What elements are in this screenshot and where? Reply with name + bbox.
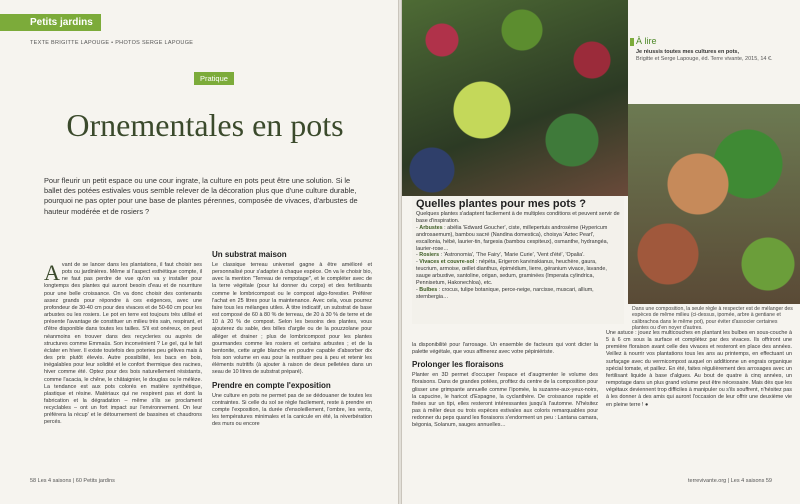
- section-rubric: Petits jardins: [0, 14, 101, 31]
- sidebar-title: À lire: [636, 36, 657, 46]
- box-intro: Quelques plantes s'adaptent facilement à de multiples conditions et peuvent servir de base d'inspiration.: [416, 211, 620, 224]
- box-title: Quelles plantes pour mes pots ?: [416, 198, 586, 210]
- subhead-substrat: Un substrat maison: [212, 250, 287, 259]
- column-4: [606, 330, 792, 409]
- pot-composition-photo: [628, 104, 800, 304]
- photo-caption: Dans une composition, la seule règle à respecter est de mélanger des espèces de même milieu (ci-dessus, ipomée, arbre à gentiane et calibrachoa dans le même pot), pour éviter d'associer certaines plantes ou d'en noyer d'autres.: [632, 306, 793, 332]
- substrat-text: Le classique terreau universel gagne à être amélioré et personnalisé pour s'adapter à chaque espèce. On va le choisir bio, avec la mention "Terreau de rempotage", et le compléter avec de la terre végétale (pour lui donner du corps) et des fertilisants comme le lombricompost ou le compost algo-forestier. Préférer l'achat en 25 litres pour la maintenance. Avec cela, vous pourrez faire tous les mélanges utiles. À titre indicatif, un substrat de base est composé de 60 à 80 % de terreau, de 20 à 30 % de terre et de 10 à 20 % de compost. Selon les besoins des plantes, vous ajouterez du sable, des billes d'argile ou de la pouzzolane pour alléger et drainer ; plus de lombricompost pour les plantes gourmandes comme les rosiers et certains arbustes ; et de la bentonite, cette argile blanche en poudre capable d'absorber dix fois son volume en eau pour la restituer peu à peu et retenir les éléments nutritifs (à ajouter à raison de deux pelletées dans un seau de 10 litres de substrat préparé).: [212, 262, 372, 376]
- article-lead: Pour fleurir un petit espace ou une cour ingrate, la culture en pots peut être une solution. Si le ballet des potées estivales vous semble relever de la décoration plus que d'une culture durable, pourquoi ne pas opter pour une base de plantes pérennes, composée de vivaces, d'arbustes de hauteur modérée et de rosiers ?: [44, 176, 358, 216]
- column-3-continuation: la disponibilité pour l'arrosage. Un ensemble de facteurs qui vont dicter la palette végétale, que vous affinerez avec votre pépiniériste.: [412, 342, 598, 356]
- drop-cap: A: [44, 260, 60, 285]
- column-4-text: Une astuce : jouez les multicouches en plantant les bulbes en sous-couche à 5 à 6 cm sous la surface et complétez par des vivaces. Ils offriront une première floraison avant celle des vivaces et resteront en place des années. Veillez à nourrir vos plantations tous les ans au printemps, en effectuant un surfaçage avec du vermicompost auquel on additionne un engrais organique spécial tomate, et paillez. En été, faites régulièrement des arrosages avec un fertilisant liquide à base d'algues. Au bout de quatre à cinq années, un rempotage dans un plus grand volume peut être nécessaire. Mais dès que les végétaux deviennent trop difficiles à manipuler ou s'ils souffrent, n'hésitez pas à les donner à des amis qui auront l'occasion de leur offrir une deuxième vie en pleine terre ! ●: [606, 330, 792, 408]
- box-vivaces: - Vivaces et couvre-sol : népéta, Erigeron karvinskianus, heuchère, gaura, teucrium, armoise, œillet dianthus, épimédium, lierre, géranium vivace, lavande, sauge arbustive, santoline, origan, sedum, graminées (Imperata cylindrica, Pennisetum, Hakonechloa), etc.: [416, 259, 607, 287]
- right-footer: terrevivante.org | Les 4 saisons 59: [688, 478, 772, 484]
- credit-line: TEXTE BRIGITTE LAPOUGE • PHOTOS SERGE LAPOUGE: [30, 40, 194, 46]
- column-2: [212, 250, 372, 428]
- left-page: [0, 0, 398, 504]
- book-icon: [630, 38, 634, 46]
- subhead-exposition: Prendre en compte l'exposition: [212, 380, 331, 390]
- box-rosiers: - Rosiers : 'Astronomia', 'The Fairy', 'Marie Curie', 'Vent d'été', 'Opalia'.: [416, 252, 585, 259]
- left-footer: 58 Les 4 saisons | 60 Petits jardins: [30, 478, 115, 484]
- column-1: [44, 262, 202, 427]
- plants-box: [412, 196, 624, 324]
- exposition-text: Une culture en pots ne permet pas de se dédouaner de toutes les contraintes. Si celle du sol se règle facilement, reste à prendre en compte l'exposition, la durée d'ensoleillement, l'ombre, les vents, les températures minimales et la canicule en été, la réverbération des murs ou encore: [212, 392, 372, 428]
- floraisons-text: Planter en 3D permet d'occuper l'espace et d'augmenter le volume des floraisons. Dans de grandes potées, profitez du centre de la composition pour glisser une grimpante annuelle comme l'ipomée, la suzanne-aux-yeux-noirs, la capucine, le haricot d'Espagne, la cyclanthère. De croissance rapide et fixées sur un tipi, elles resteront intéressantes jusqu'à l'automne. N'hésitez pas à mêler deux ou trois espèces estivales aux coloris remarquables pour redonner du peps quand les floraisons s'endorment un peu : Lantana camara, bégonia, Solanum, sauges annuelles…: [412, 372, 598, 429]
- sidebar-book-title: Je réussis toutes mes cultures en pots,: [636, 49, 740, 55]
- article-title: Ornementales en pots: [66, 107, 344, 144]
- column-3: [412, 342, 598, 430]
- garden-photo-main: [402, 0, 628, 196]
- reading-sidebar: [636, 36, 786, 63]
- subhead-floraisons: Prolonger les floraisons: [412, 360, 504, 370]
- column-1-text: vant de se lancer dans les plantations, il faut choisir ses pots ou jardinières. Même si l'aspect esthétique compte, il ne faut pas perdre de vue qu'on va y installer pour longtemps des plantes qui auront besoin d'eau et de nourriture pour une belle croissance. On va donc choisir des contenants assez grands pour répondre à ces exigences, avec une profondeur de 30-40 cm pour des vivaces et de 50-60 cm pour les arbustes ou les rosiers. Le pot en terre est toujours très utilisé et présente l'avantage de constituer un milieu très sain, respirant, et d'être disponible dans toutes les tailles. S'il est onéreux, on peut néanmoins en trouver dans des recycleries ou auprès de structures comme Emmaüs. Son inconvénient ? Le gel, qui le fait éclater en hiver. Il existe toutefois des poteries peu gélives mais à des prix plutôt élevés. Autre possibilité, les bacs en bois, inégalables pour leur solidité et le confort thermique des racines, hiver comme été. Optez pour des bois naturellement résistants, comme l'acacia, le chêne, le châtaignier, le douglas ou le mélèze. La tendance est aux pots colorés en matière synthétique, plastique et résine. Matériaux qui ne respirent pas et dont la fabrication et la dégradation – même s'ils se proclament recyclables – ont un fort impact sur l'environnement. On leur préférera la récup' et le détournement de bassines et chaudrons percés.: [44, 262, 202, 426]
- sidebar-book-details: Brigitte et Serge Lapouge, éd. Terre vivante, 2015, 14 €.: [636, 56, 773, 62]
- box-bulbes: - Bulbes : crocus, tulipe botanique, perce-neige, narcisse, muscari, allium, sternbergia…: [416, 286, 594, 300]
- kicker-badge: Pratique: [194, 72, 234, 85]
- right-page: [402, 0, 800, 504]
- box-arbustes: - Arbustes : abélia 'Edward Goucher', ciste, millepertuis androsème (Hypericum androsaemum), bambou sacré (Nandina domestica), choisya 'Aztec Pearl', escallonia, hébé, laurier-tin, fargesia (bambou cespiteux), osmanthe, hydrangéa, laurier-rose…: [416, 224, 609, 252]
